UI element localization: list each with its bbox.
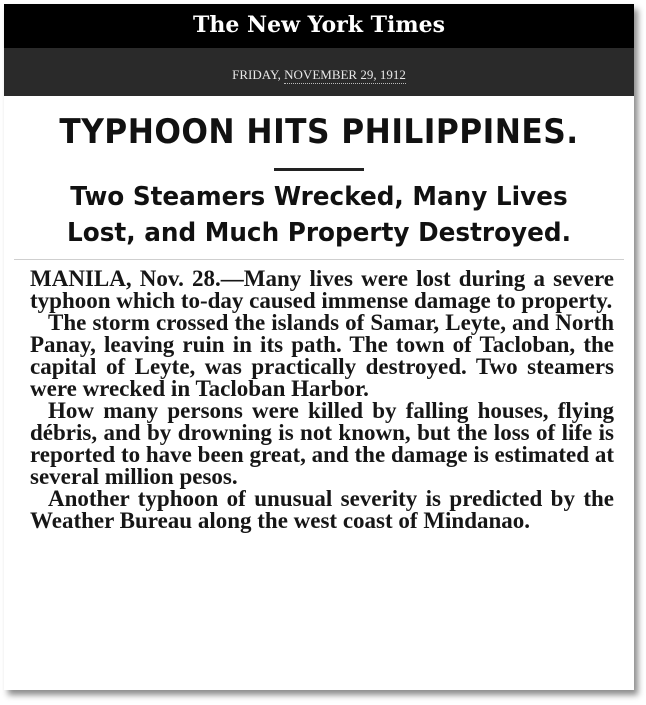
article-subhead (29, 179, 609, 251)
subhead-line-2: Lost, and Much Property Destroyed. (67, 218, 571, 248)
article-card (4, 4, 634, 690)
article-body (14, 260, 624, 532)
headline-rule (274, 168, 364, 171)
dateline-day: FRIDAY, (232, 67, 281, 82)
article-headline: TYPHOON HITS PHILIPPINES. (59, 112, 579, 152)
masthead (4, 4, 634, 48)
dateline-date[interactable]: NOVEMBER 29, 1912 (284, 67, 406, 82)
masthead-title[interactable]: The New York Times (192, 12, 446, 38)
article-paragraph-2: The storm crossed the islands of Samar, Leyte, and North Panay, leaving ruin in its path. The town of Tacloban, the capital of Leyte, was practically destroyed. Two steamers were wrecked in Tacloban Harbor. (30, 310, 614, 401)
subhead-line-1: Two Steamers Wrecked, Many Lives (70, 182, 568, 212)
article-paragraph-4: Another typhoon of unusual severity is predicted by the Weather Bureau along the west coast of Mindanao. (30, 486, 614, 533)
newspaper-clipping (4, 110, 634, 532)
article-paragraph-1: MANILA, Nov. 28.—Many lives were lost during a severe typhoon which to-day caused immense damage to property. (30, 266, 614, 313)
article-paragraph-3: How many persons were killed by falling houses, flying débris, and by drowning is not known, but the loss of life is reported to have been great, and the damage is estimated at several million pesos. (30, 398, 614, 489)
dateline-bar (4, 48, 634, 96)
